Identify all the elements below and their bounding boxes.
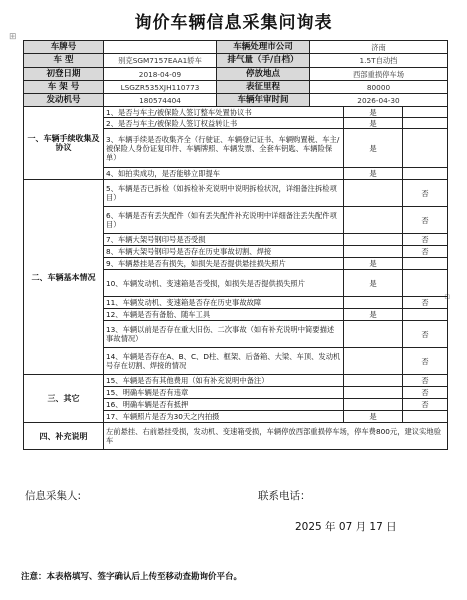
answer-yes[interactable] <box>344 180 403 207</box>
move-handle-icon[interactable]: ⊞ <box>9 32 17 42</box>
answer-yes[interactable]: 是 <box>344 411 403 423</box>
answer-yes[interactable] <box>344 234 403 246</box>
answer-yes[interactable]: 是 <box>344 258 403 270</box>
engine-label: 发动机号 <box>24 94 104 107</box>
reg-date-value[interactable]: 2018-04-09 <box>104 68 217 81</box>
vin-value[interactable]: LSGZR535XJH110773 <box>104 81 217 94</box>
displacement-label: 排气量（手/自档） <box>217 54 310 68</box>
answer-yes[interactable]: 是 <box>344 168 403 180</box>
question-text: 16、明确车辆是否有抵押 <box>104 399 344 411</box>
answer-yes[interactable] <box>344 375 403 387</box>
answer-no[interactable]: 否 <box>403 234 448 246</box>
answer-yes[interactable]: 是 <box>344 270 403 297</box>
question-text: 5、车辆是否已拆检（如拆检补充说明中说明拆检状况，详细备注拆检项目） <box>104 180 344 207</box>
footer-note: 注意：本表格填写、签字确认后上传至移动查勘询价平台。 <box>21 572 243 582</box>
section-label-supplement: 四、补充说明 <box>24 423 104 450</box>
question-text: 10、车辆发动机、变速箱是否受损，如损失是否提供损失照片 <box>104 270 344 297</box>
question-text: 4、如拍卖成功，是否能够立即提车 <box>104 168 344 180</box>
city-label: 车辆处理市公司 <box>217 41 310 54</box>
answer-yes[interactable] <box>344 321 403 348</box>
question-text: 13、车辆以前是否存在重大旧伤、二次事故（如有补充说明中简要描述事故情况） <box>104 321 344 348</box>
answer-no[interactable] <box>403 258 448 270</box>
answer-no[interactable]: 否 <box>403 399 448 411</box>
answer-no[interactable] <box>403 270 448 297</box>
phone-label: 联系电话： <box>258 490 311 502</box>
answer-yes[interactable] <box>344 387 403 399</box>
inquiry-table <box>23 40 451 450</box>
answer-no[interactable] <box>403 411 448 423</box>
sign-date: 2025 年 07 月 17 日 <box>295 521 397 533</box>
answer-no[interactable]: 否 <box>403 375 448 387</box>
location-label: 停放地点 <box>217 68 310 81</box>
answer-yes[interactable] <box>344 297 403 309</box>
answer-no[interactable]: 否 <box>403 180 448 207</box>
reg-date-label: 初登日期 <box>24 68 104 81</box>
answer-yes[interactable]: 是 <box>344 118 403 129</box>
question-text: 14、车辆是否存在A、B、C、D柱、框架、后备箱、大梁、车顶、发动机号存在切割、焊接的情况 <box>104 348 344 375</box>
model-label: 车 型 <box>24 54 104 68</box>
answer-no[interactable]: 否 <box>403 387 448 399</box>
answer-yes[interactable] <box>344 207 403 234</box>
question-text: 8、车辆大架号钢印号是否存在历史事故切割、焊接 <box>104 246 344 258</box>
answer-no[interactable]: 否 <box>403 207 448 234</box>
resize-handle-icon[interactable]: ▫ <box>444 292 451 302</box>
model-value[interactable]: 别克SGM7157EAA1轿车 <box>104 54 217 68</box>
location-value[interactable]: 西部重损停车场 <box>310 68 448 81</box>
collector-label: 信息采集人: <box>25 490 82 502</box>
mileage-value[interactable]: 80000 <box>310 81 448 94</box>
inspection-label: 车辆年审时间 <box>217 94 310 107</box>
mileage-label: 表征里程 <box>217 81 310 94</box>
answer-no[interactable]: 否 <box>403 348 448 375</box>
answer-no[interactable]: 否 <box>403 297 448 309</box>
question-text: 9、车辆悬挂是否有损失，如损失是否提供悬挂损失照片 <box>104 258 344 270</box>
question-text: 11、车辆发动机、变速箱是否存在历史事故故障 <box>104 297 344 309</box>
vin-label: 车 架 号 <box>24 81 104 94</box>
section-label-other: 三、其它 <box>24 375 104 423</box>
question-text: 2、是否与车主/被保险人签订权益转让书 <box>104 118 344 129</box>
answer-no[interactable] <box>403 168 448 180</box>
answer-yes[interactable]: 是 <box>344 129 403 168</box>
question-text: 6、车辆是否有丢失配件（如有丢失配件补充说明中详细备注丢失配件项目） <box>104 207 344 234</box>
question-text: 7、车辆大架号钢印号是否受损 <box>104 234 344 246</box>
answer-no[interactable] <box>403 107 448 118</box>
inspection-value[interactable]: 2026-04-30 <box>310 94 448 107</box>
answer-no[interactable] <box>403 309 448 321</box>
displacement-value[interactable]: 1.5T自动挡 <box>310 54 448 68</box>
section-label-documents: 一、车辆手续收集及协议 <box>24 107 104 180</box>
city-value[interactable]: 济南 <box>310 41 448 54</box>
plate-value[interactable] <box>104 41 217 54</box>
question-text: 1、是否与车主/被保险人签订整车处置协议书 <box>104 107 344 118</box>
answer-yes[interactable] <box>344 399 403 411</box>
answer-no[interactable] <box>403 129 448 168</box>
question-text: 15、车辆是否有其他费用（如有补充说明中备注） <box>104 375 344 387</box>
question-text: 3、车辆手续是否收集齐全（行驶证、车辆登记证书、车辆购置税、车主/被保险人身份证复印件、车辆牌照、车辆发票、全套车钥匙、车辆险保单） <box>104 129 344 168</box>
answer-yes[interactable] <box>344 246 403 258</box>
question-text: 15、明确车辆是否有违章 <box>104 387 344 399</box>
answer-yes[interactable] <box>344 348 403 375</box>
answer-no[interactable]: 否 <box>403 246 448 258</box>
supplement-text[interactable]: 左前悬挂、右前悬挂受损，发动机、变速箱受损，车辆停放西部重损停车场，停车费800元，建议实地验车 <box>104 423 448 450</box>
answer-yes[interactable]: 是 <box>344 309 403 321</box>
answer-no[interactable] <box>403 118 448 129</box>
plate-label: 车牌号 <box>24 41 104 54</box>
section-label-basic: 二、车辆基本情况 <box>24 180 104 375</box>
answer-no[interactable]: 否 <box>403 321 448 348</box>
question-text: 17、车辆照片是否为30天之内拍摄 <box>104 411 344 423</box>
answer-yes[interactable]: 是 <box>344 107 403 118</box>
question-text: 12、车辆是否有备胎、随车工具 <box>104 309 344 321</box>
engine-value[interactable]: 180574404 <box>104 94 217 107</box>
page-title: 询价车辆信息采集问询表 <box>134 13 333 33</box>
